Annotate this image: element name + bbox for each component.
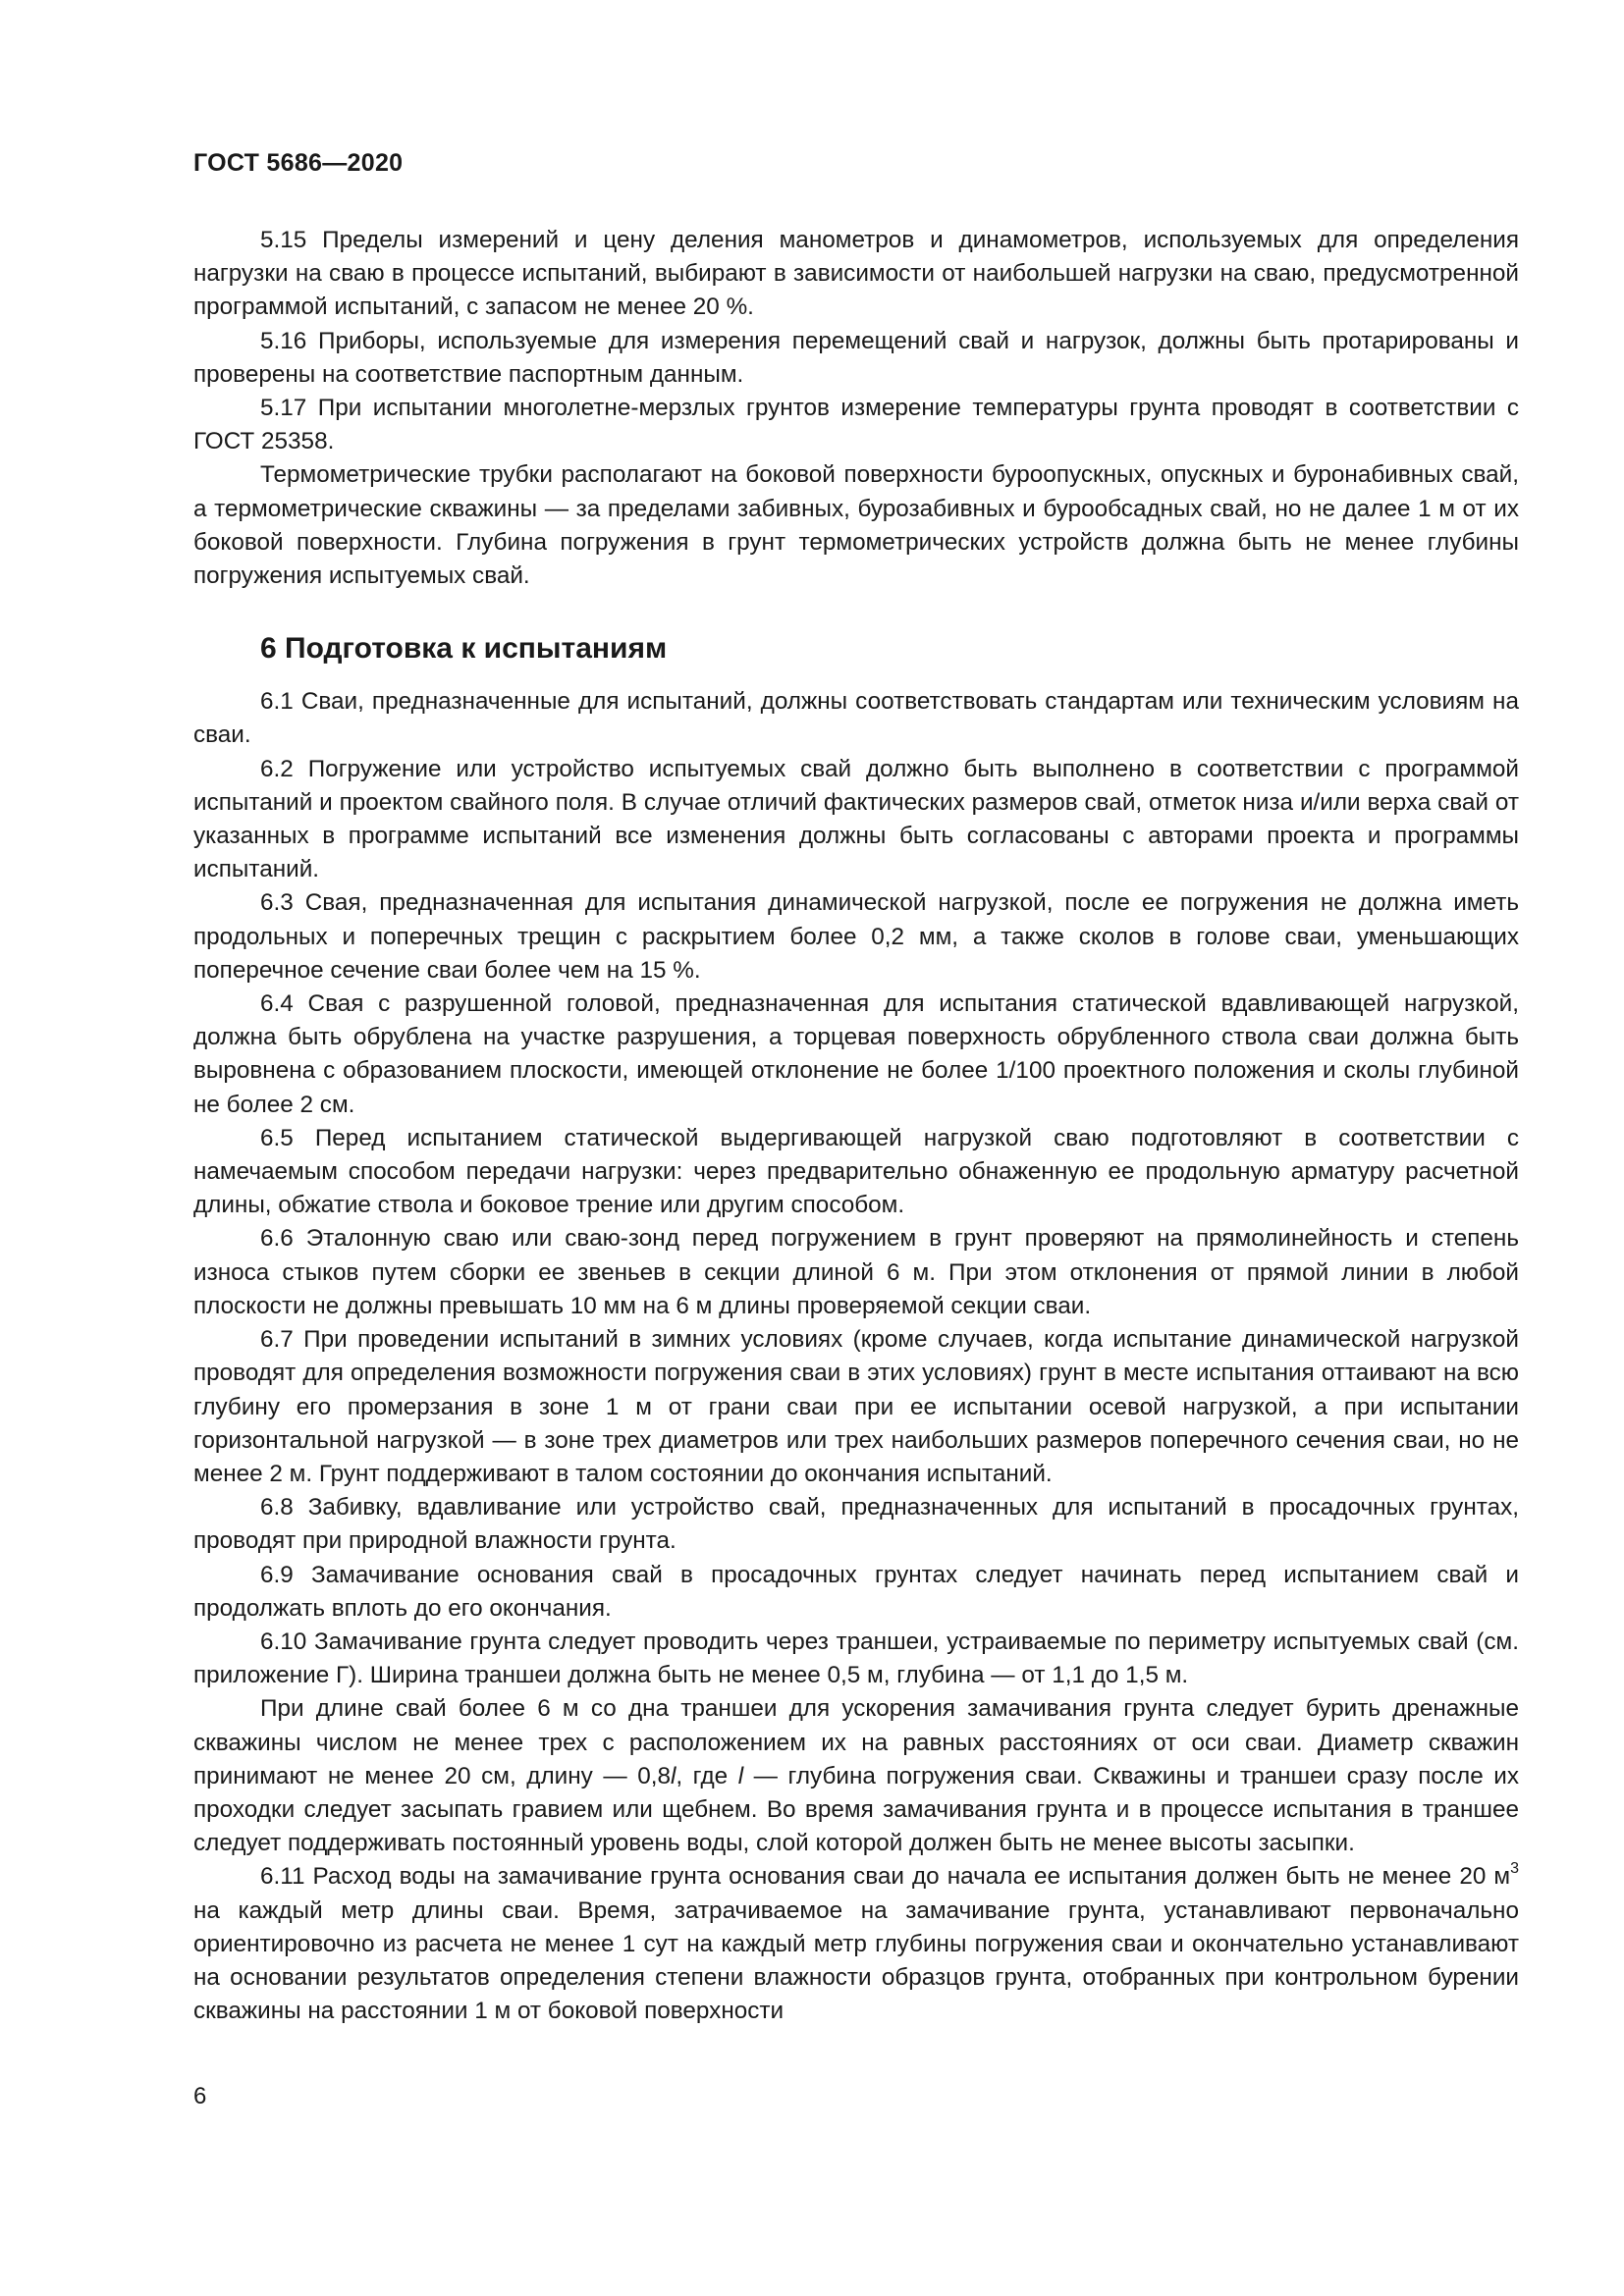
paragraph-6-10: 6.10 Замачивание грунта следует проводить через траншеи, устраиваемые по периметру испытуемых свай (см. приложение Г). Ширина траншеи должна быть не менее 0,5 м, глубина — от 1,1 до 1,5 м. bbox=[193, 1628, 1519, 1689]
paragraph-5-17-thermometric: Термометрические трубки располагают на боковой поверхности буроопускных, опускных и буронабивных свай, а термометрические скважины — за пределами забивных, бурозабивных и бурообсадных свай, но не далее 1 м от их боковой поверхности. Глубина погружения в грунт термометрических устройств должна быть не менее глубины погружения испытуемых свай. bbox=[193, 461, 1519, 590]
paragraph-6-5: 6.5 Перед испытанием статической выдергивающей нагрузкой сваю подготовляют в соответствии с намечаемым способом передачи нагрузки: через предварительно обнаженную ее продольную арматуру расчетной длины, обжатие ствола и боковое трение или другим способом. bbox=[193, 1124, 1519, 1219]
paragraph-5-15: 5.15 Пределы измерений и цену деления манометров и динамометров, используемых для определения нагрузки на сваю в процессе испытаний, выбирают в зависимости от наибольшей нагрузки на сваю, предусмотренной программой испытаний, с запасом не менее 20 %. bbox=[193, 227, 1519, 321]
paragraph-6-11 bbox=[193, 1860, 1519, 2028]
paragraph-6-4: 6.4 Свая с разрушенной головой, предназначенная для испытания статической вдавливающей нагрузкой, должна быть обрублена на участке разрушения, а торцевая поверхность обрубленного ствола сваи должна быть выровнена с образованием плоскости, имеющей отклонение не более 1/100 проектного положения и сколы глубиной не более 2 см. bbox=[193, 990, 1519, 1118]
text-run: — глубина погружения сваи. Скважины и траншеи сразу после их проходки следует засыпать гравием или щебнем. Во время замачивания грунта и в процессе испытания в траншее следует поддерживать постоянный уровень воды, слой которой должен быть не менее высоты засыпки. bbox=[193, 1762, 1519, 1857]
paragraph-5-16: 5.16 Приборы, используемые для измерения перемещений свай и нагрузок, должны быть протарированы и проверены на соответствие паспортным данным. bbox=[193, 327, 1519, 388]
text-run: на каждый метр длины сваи. Время, затрачиваемое на замачивание грунта, устанавливают первоначально ориентировочно из расчета не менее 1 сут на каждый метр глубины погружения сваи и окончательно устанавливают на основании результатов определения степени влажности образцов грунта, отобранных при контрольном бурении скважины на расстоянии 1 м от боковой поверхности bbox=[193, 1896, 1519, 2025]
paragraph-6-1: 6.1 Сваи, предназначенные для испытаний, должны соответствовать стандартам или техническим условиям на сваи. bbox=[193, 688, 1519, 749]
paragraph-6-8: 6.8 Забивку, вдавливание или устройство свай, предназначенных для испытаний в просадочных грунтах, проводят при природной влажности грунта. bbox=[193, 1494, 1519, 1555]
text-run: , где bbox=[676, 1762, 738, 1789]
paragraph-5-17: 5.17 При испытании многолетне-мерзлых грунтов измерение температуры грунта проводят в соответствии с ГОСТ 25358. bbox=[193, 395, 1519, 455]
paragraph-6-7: 6.7 При проведении испытаний в зимних условиях (кроме случаев, когда испытание динамической нагрузкой проводят для определения возможности погружения сваи в этих условиях) грунт в месте испытания оттаивают на всю глубину его промерзания в зоне 1 м от грани сваи при ее испытании осевой нагрузкой, а при испытании горизонтальной нагрузкой — в зоне трех диаметров или трех наибольших размеров поперечного сечения сваи, но не менее 2 м. Грунт поддерживают в талом состоянии до окончания испытаний. bbox=[193, 1326, 1519, 1487]
text-run: 6.11 Расход воды на замачивание грунта основания сваи до начала ее испытания должен быть не менее 20 м bbox=[260, 1863, 1511, 1891]
variable-l: l bbox=[670, 1762, 677, 1789]
paragraph-6-10-drainage bbox=[193, 1692, 1519, 1860]
page-number: 6 bbox=[193, 2083, 207, 2109]
document-header: ГОСТ 5686—2020 bbox=[193, 149, 404, 177]
document-body bbox=[193, 224, 1519, 2028]
paragraph-6-3: 6.3 Свая, предназначенная для испытания динамической нагрузкой, после ее погружения не должна иметь продольных и поперечных трещин с раскрытием более 0,2 мм, а также сколов в голове сваи, уменьшающих поперечное сечение сваи более чем на 15 %. bbox=[193, 889, 1519, 984]
section-6-title: 6 Подготовка к испытаниям bbox=[260, 632, 668, 666]
paragraph-6-9: 6.9 Замачивание основания свай в просадочных грунтах следует начинать перед испытанием свай и продолжать вплоть до его окончания. bbox=[193, 1561, 1519, 1622]
superscript: 3 bbox=[1510, 1860, 1519, 1878]
paragraph-6-2: 6.2 Погружение или устройство испытуемых свай должно быть выполнено в соответствии с программой испытаний и проектом свайного поля. В случае отличий фактических размеров свай, отметок низа и/или верха свай от указанных в программе испытаний все изменения должны быть согласованы с авторами проекта и программы испытаний. bbox=[193, 755, 1519, 883]
text-run: При длине свай более 6 м со дна траншеи для ускорения замачивания грунта следует бурить дренажные скважины числом не менее трех с расположением их на равных расстояниях от оси сваи. Диаметр скважин принимают не менее 20 см, длину — 0,8 bbox=[193, 1695, 1519, 1789]
paragraph-6-6: 6.6 Эталонную сваю или сваю-зонд перед погружением в грунт проверяют на прямолинейность и степень износа стыков путем сборки ее звеньев в секции длиной 6 м. При этом отклонения от прямой линии в любой плоскости не должны превышать 10 мм на 6 м длины проверяемой секции сваи. bbox=[193, 1225, 1519, 1319]
variable-l: l bbox=[737, 1762, 744, 1789]
